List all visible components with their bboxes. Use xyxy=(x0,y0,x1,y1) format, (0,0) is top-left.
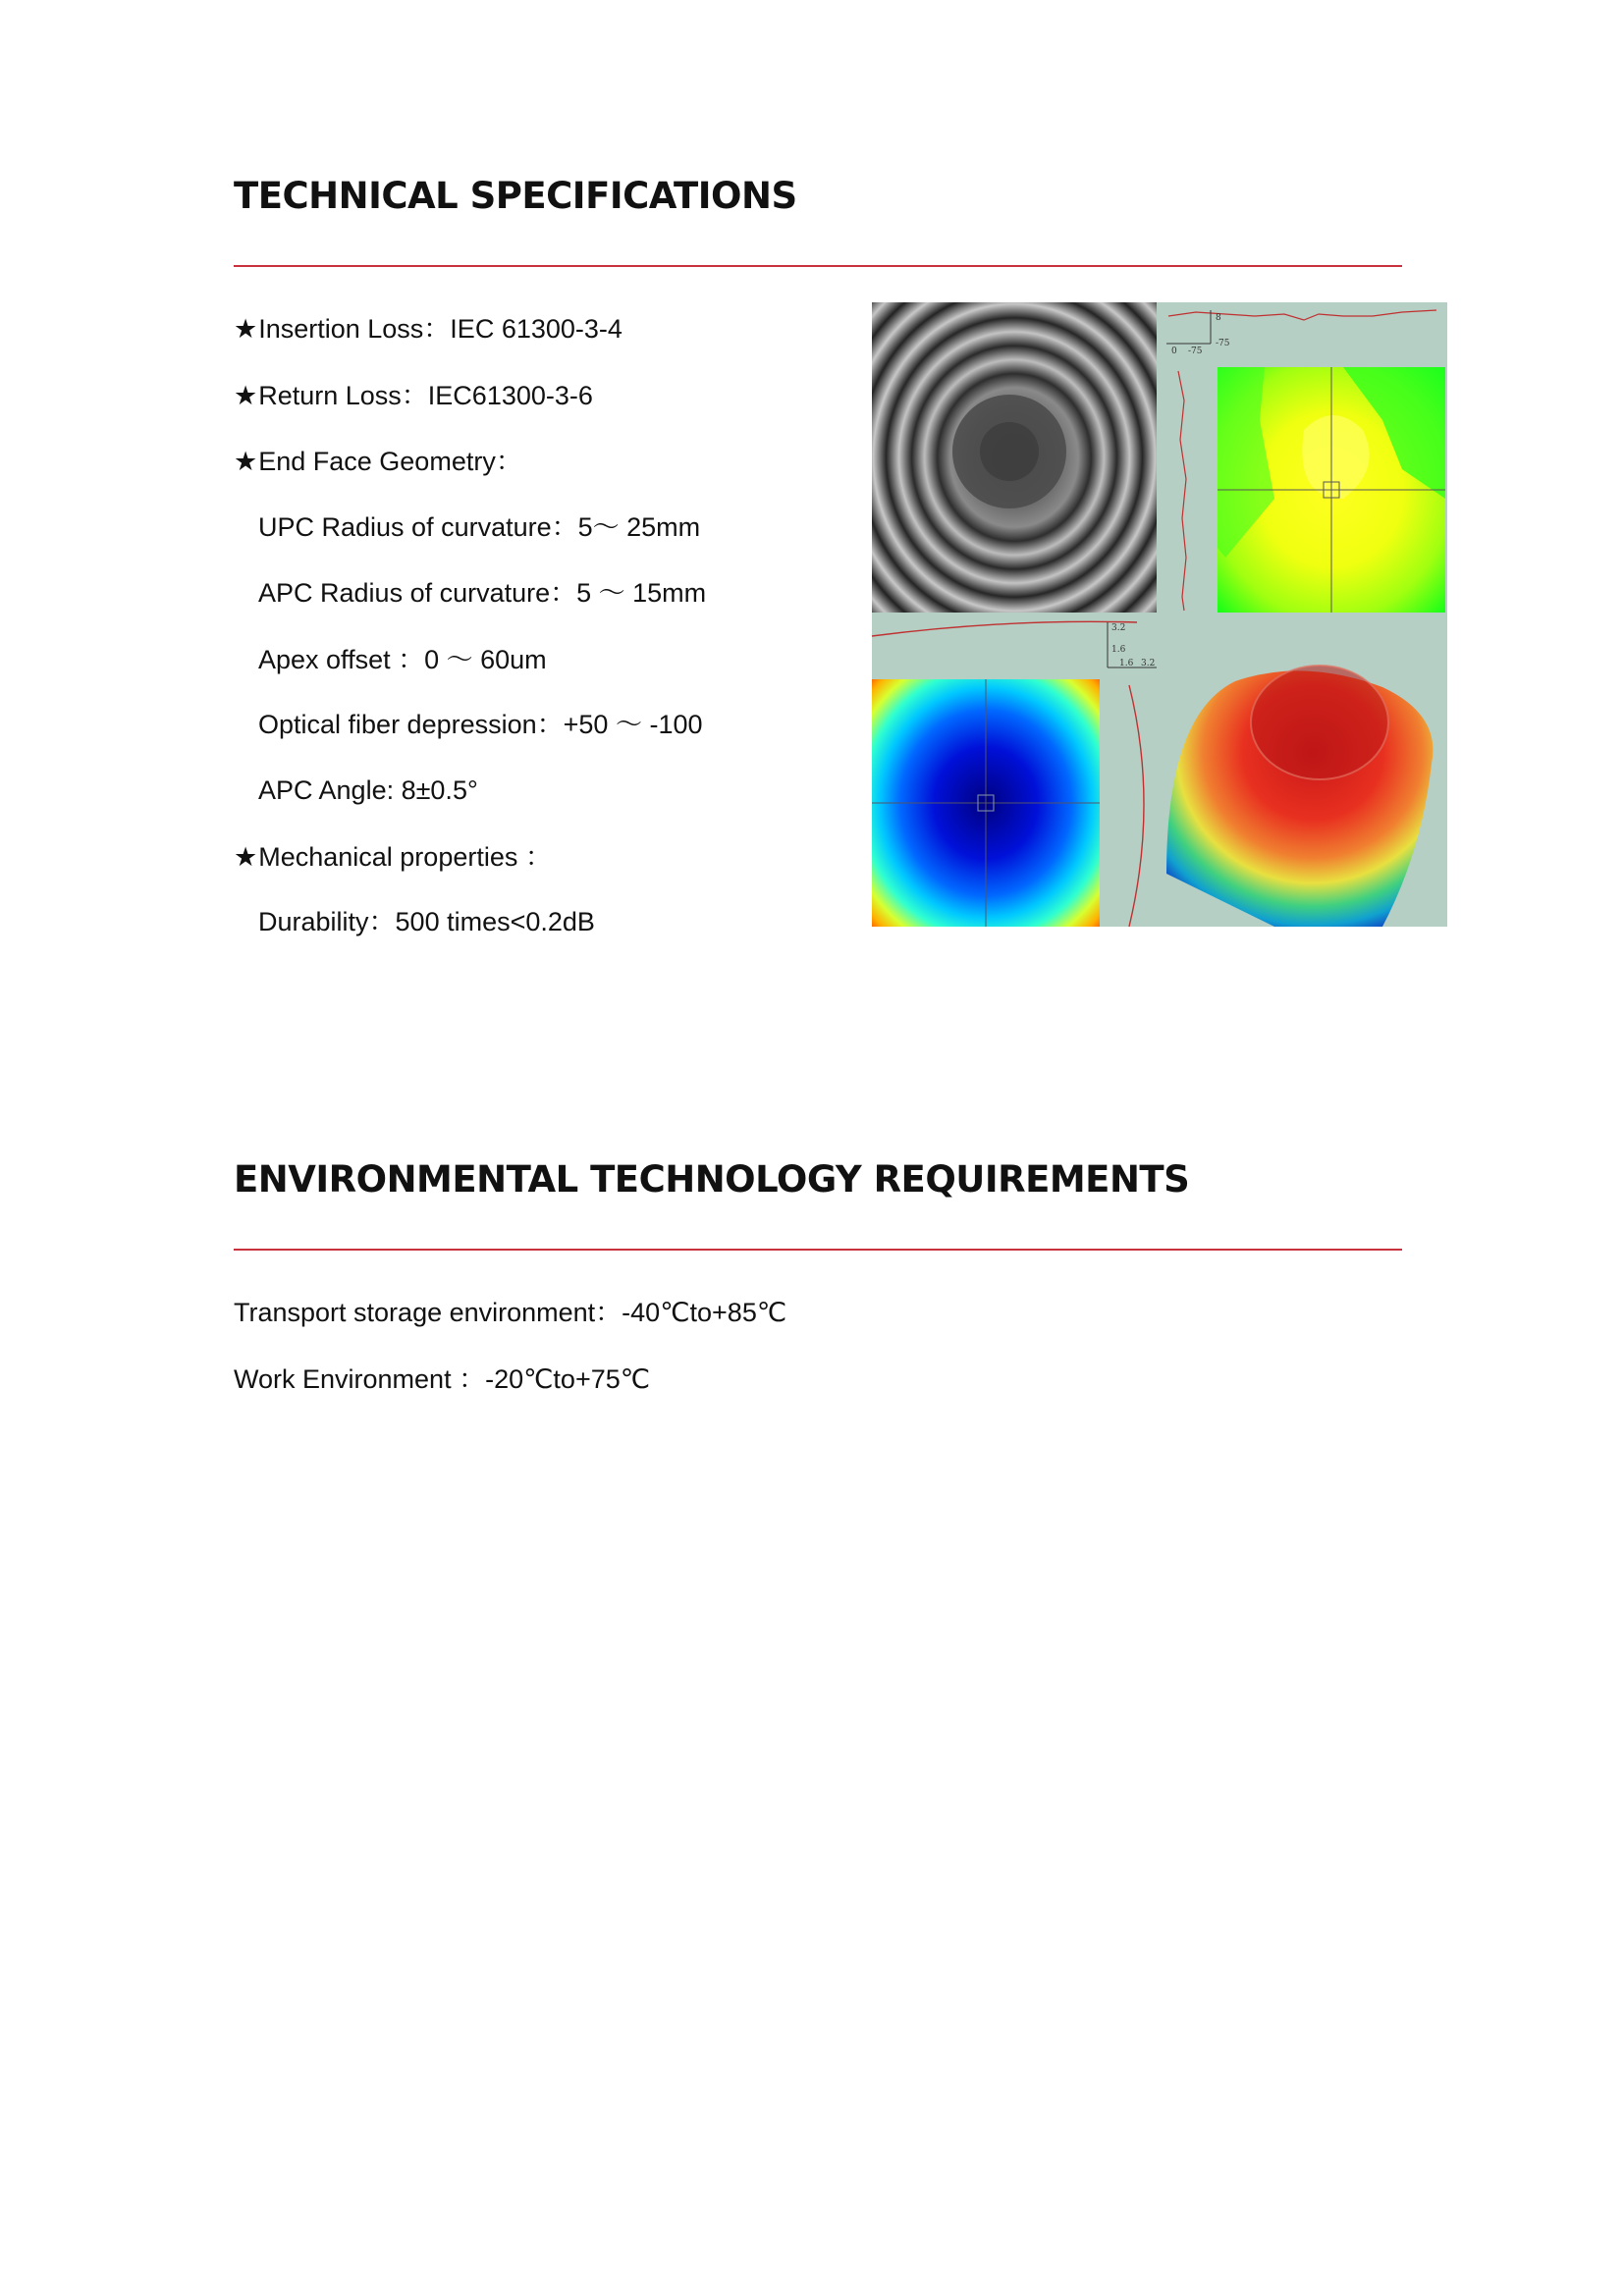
env-item-transport-storage xyxy=(234,1296,786,1329)
spec-item-text: Return Loss：IEC61300-3-6 xyxy=(258,381,593,410)
spec-item-end-face-geometry xyxy=(234,445,522,478)
tick-label: 3.2 xyxy=(1111,623,1126,633)
spec-item-mechanical xyxy=(234,840,552,874)
spec-item-return-loss xyxy=(234,379,593,412)
spec-title: TECHNICAL SPECIFICATIONS xyxy=(234,175,797,217)
spec-item-apc-angle xyxy=(258,774,478,807)
spec-item-fiber-depression xyxy=(258,708,703,741)
spec-item-apc-radius xyxy=(258,576,706,610)
tick-label: 1.6 xyxy=(1111,645,1126,655)
spec-item-text: APC Angle: 8±0.5° xyxy=(258,775,478,805)
star-icon: ★ xyxy=(234,842,258,872)
tick-label: 8 xyxy=(1216,313,1221,323)
env-item-text: Work Environment ：-20℃to+75℃ xyxy=(234,1364,651,1394)
env-item-work-environment xyxy=(234,1362,650,1396)
spec-item-text: Apex offset ：0 ～ 60um xyxy=(258,645,547,674)
spec-item-text: UPC Radius of curvature：5～ 25mm xyxy=(258,512,701,542)
end-face-interferometer-image xyxy=(872,302,1447,927)
spec-item-text: Insertion Loss：IEC 61300-3-4 xyxy=(258,314,623,344)
spec-divider xyxy=(234,265,1402,267)
tick-label: 0 xyxy=(1171,347,1177,356)
tick-label: 3.2 xyxy=(1141,659,1156,668)
tick-label: -75 xyxy=(1188,347,1203,356)
spec-item-text: End Face Geometry： xyxy=(258,447,522,476)
spec-item-insertion-loss xyxy=(234,312,623,346)
env-item-text: Transport storage environment：-40℃to+85℃ xyxy=(234,1298,787,1327)
star-icon: ★ xyxy=(234,447,258,476)
spec-item-durability xyxy=(258,905,595,938)
spec-item-upc-radius xyxy=(258,510,700,544)
spec-item-text: Mechanical properties ： xyxy=(258,842,552,872)
tick-label: -75 xyxy=(1216,339,1230,348)
env-title: ENVIRONMENTAL TECHNOLOGY REQUIREMENTS xyxy=(234,1158,1190,1201)
spec-item-text: Durability：500 times<0.2dB xyxy=(258,907,595,936)
spec-item-text: Optical fiber depression：+50 ～ -100 xyxy=(258,710,703,739)
star-icon: ★ xyxy=(234,381,258,410)
tick-label: 1.6 xyxy=(1119,659,1134,668)
star-icon: ★ xyxy=(234,314,258,344)
env-divider xyxy=(234,1249,1402,1251)
spec-item-apex-offset xyxy=(258,643,547,676)
spec-item-text: APC Radius of curvature：5 ～ 15mm xyxy=(258,578,707,608)
